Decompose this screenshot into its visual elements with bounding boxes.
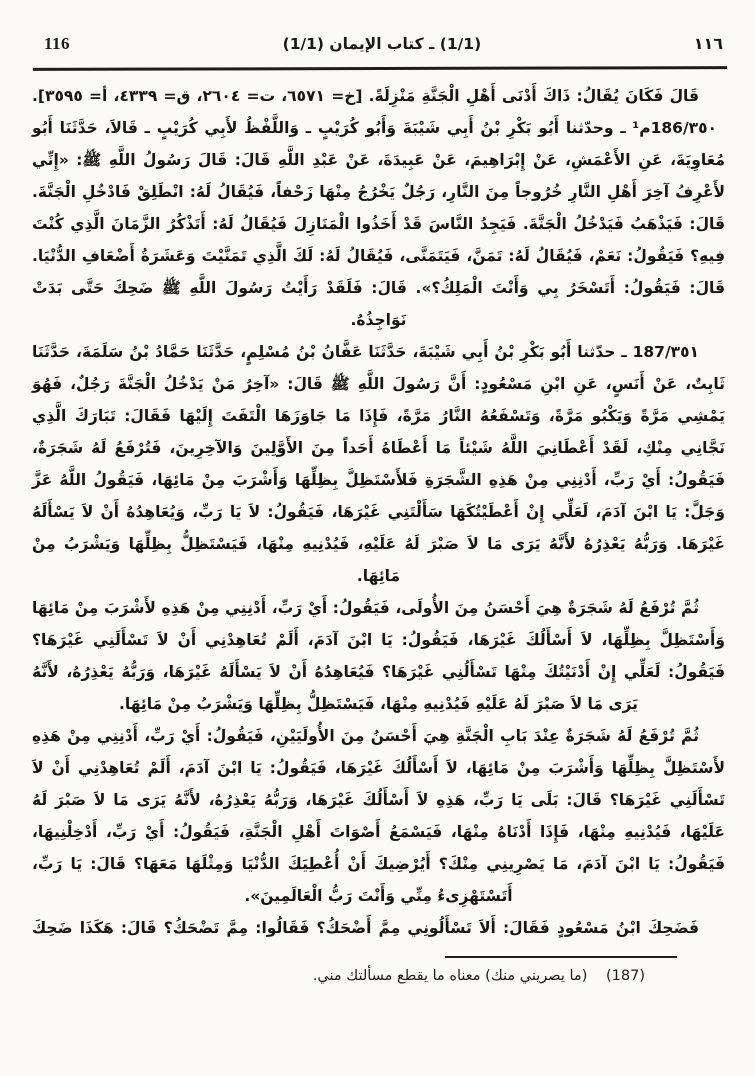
- page-number-arabic: ١١٦: [693, 34, 723, 53]
- hadith-351-paragraph: ٣٥١/187 ـ حدّثنا أَبُو بَكْرِ بْنُ أَبِي شَيْبَةَ، حَدَّثَنَا عَفَّانُ بْنُ مُسْلِمٍ، حَدَّثَنَا حَمَّادُ بْنُ سَلَمَةَ، حَدَّثَنَا ثَابِتٌ، عَنْ أَنَسٍ، عَنِ ابْنِ مَسْعُودٍ: أَنَّ رَسُولَ اللَّهِ ﷺ قَالَ: «آخِرُ مَنْ يَدْخُلُ الْجَنَّةَ رَجُلٌ، فَهُوَ يَمْشِي مَرَّةً وَيَكْبُو مَرَّةً، وَتَسْفَعُهُ النَّارُ مَرَّةً، فَإِذَا مَا جَاوَزَهَا الْتَفَتَ إِلَيْهَا فَقَالَ: تَبَارَكَ الَّذِي نَجَّانِي مِنْكِ، لَقَدْ أَعْطَانِيَ اللَّهُ شَيْئاً مَا أَعْطَاهُ أَحَداً مِنَ الأَوَّلِينَ وَالآخِرِينَ، فَتُرْفَعُ لَهُ شَجَرَةٌ، فَيَقُولُ: أَيْ رَبِّ، أَدْنِنِي مِنْ هَذِهِ الشَّجَرَةِ فَلأَسْتَظِلَّ بِظِلِّهَا وَأَشْرَبَ مِنْ مَائِهَا، فَيَقُولُ اللَّهُ عَزَّ وَجَلَّ: يَا ابْنَ آدَمَ، لَعَلِّي إِنْ أَعْطَيْتُكَهَا سَأَلْتَنِي غَيْرَهَا، فَيَقُولُ: لاَ يَا رَبِّ، وَيُعَاهِدُهُ أَنْ لاَ يَسْأَلَهُ غَيْرَهَا. وَرَبُّهُ يَعْذِرُهُ لأَنَّهُ يَرَى مَا لاَ صَبْرَ لَهُ عَلَيْهِ، فَيُدْنِيهِ مِنْهَا، فَيَسْتَظِلُّ بِظِلِّهَا وَيَشْرَبُ مِنْ مَائِهَا.: [32, 343, 725, 585]
- hadith-351-paragraph-2: ثُمَّ تُرْفَعُ لَهُ شَجَرَةٌ هِيَ أَحْسَنُ مِنَ الأُولَى، فَيَقُولُ: أَيْ رَبِّ، أَدْنِنِي مِنْ هَذِهِ لأَشْرَبَ مِنْ مَائِهَا وَأَسْتَظِلَّ بِظِلِّهَا، لاَ أَسْأَلُكَ غَيْرَهَا، فَيَقُولُ: يَا ابْنَ آدَمَ، أَلَمْ تُعَاهِدْنِي أَنْ لاَ تَسْأَلَنِي غَيْرَهَا؟ فَيَقُولُ: لَعَلِّي إِنْ أَدْنَيْتُكَ مِنْهَا تَسْأَلُنِي غَيْرَهَا؟ فَيُعَاهِدُهُ أَنْ لاَ يَسْأَلَهُ غَيْرَهَا، وَرَبُّهُ يَعْذِرُهُ، لأَنَّهُ يَرَى مَا لاَ صَبْرَ لَهُ عَلَيْهِ فَيُدْنِيهِ مِنْهَا، فَيَسْتَظِلُّ بِظِلِّهَا وَيَشْرَبُ مِنْ مَائِهَا.: [32, 599, 725, 713]
- page-header: [44, 34, 723, 54]
- hadith-351-paragraph-3: ثُمَّ تُرْفَعُ لَهُ شَجَرَةٌ عِنْدَ بَابِ الْجَنَّةِ هِيَ أَحْسَنُ مِنَ الأُولَيَيْنِ، فَيَقُولُ: أَيْ رَبِّ، أَدْنِنِي مِنْ هَذِهِ لأَسْتَظِلَّ بِظِلِّهَا وَأَشْرَبَ مِنْ مَائِهَا، لاَ أَسْأَلُكَ غَيْرَهَا، فَيَقُولُ: يَا ابْنَ آدَمَ، أَلَمْ تُعَاهِدْنِي أَنْ لاَ تَسْأَلَنِي غَيْرَهَا؟ قَالَ: بَلَى يَا رَبِّ، هَذِهِ لاَ أَسْأَلُكَ غَيْرَهَا، وَرَبُّهُ يَعْذِرُهُ، لأَنَّهُ يَرَى مَا لاَ صَبْرَ لَهُ عَلَيْهَا، فَيُدْنِيهِ مِنْهَا، فَإِذَا أَدْنَاهُ مِنْهَا، فَيَسْمَعُ أَصْوَاتَ أَهْلِ الْجَنَّةِ، فَيَقُولُ: أَيْ رَبِّ، أَدْخِلْنِيهَا، فَيَقُولُ: يَا ابْنَ آدَمَ، مَا يَصْرِينِي مِنْكَ؟ أَيُرْضِيكَ أَنْ أُعْطِيَكَ الدُّنْيَا وَمِثْلَهَا مَعَهَا؟ قَالَ: يَا رَبِّ، أَتَسْتَهْزِىءُ مِنِّي وَأَنْتَ رَبُّ الْعَالَمِينَ».: [32, 727, 725, 905]
- footnote-number: (187): [605, 968, 645, 984]
- body-text: [32, 80, 725, 944]
- hadith-350-paragraph: ٣٥٠/186م¹ ـ وحدّثنا أَبُو بَكْرِ بْنُ أَبِي شَيْبَةَ وَأَبُو كُرَيْبٍ ـ وَاللَّفْظُ لأَبِي كُرَيْبٍ ـ قَالاَ، حَدَّثَنَا أَبُو مُعَاوِيَةَ، عَنِ الأَعْمَشِ، عَنْ إِبْرَاهِيمَ، عَنْ عَبِيدَةَ، عَنْ عَبْدِ اللَّهِ قَالَ: قَالَ رَسُولُ اللَّهِ ﷺ: «إِنِّي لأَعْرِفُ آخِرَ أَهْلِ النَّارِ خُرُوجاً مِنَ النَّارِ، رَجُلٌ يَخْرُجُ مِنْهَا زَحْفاً، فَيُقَالُ لَهُ: انْطَلِقْ فَادْخُلِ الْجَنَّةَ. قَالَ: فَيَذْهَبُ فَيَدْخُلُ الْجَنَّةَ. فَيَجِدُ النَّاسَ قَدْ أَخَذُوا الْمَنَازِلَ فَيُقَالُ لَهُ: أَتَذْكُرُ الزَّمَانَ الَّذِي كُنْتَ فِيهِ؟ فَيَقُولُ: نَعَمْ، فَيُقَالُ لَهُ: تَمَنَّ، فَيَتَمَنَّى، فَيُقَالُ لَهُ: لَكَ الَّذِي تَمَنَّيْتَ وَعَشَرَةُ أَضْعَافِ الدُّنْيَا. قَالَ: فَيَقُولُ: أَتَسْخَرُ بِي وَأَنْتَ الْمَلِكُ؟». قَالَ: فَلَقَدْ رَأَيْتُ رَسُولَ اللَّهِ ﷺ ضَحِكَ حَتَّى بَدَتْ نَوَاجِذُهُ.: [32, 119, 725, 329]
- footnote-separator-rule: [445, 956, 677, 958]
- footnote: [313, 964, 645, 988]
- footnote-text: (ما يصريني منك) معناه ما يقطع مسألتك مني.: [312, 968, 588, 984]
- running-title: (1/1) ـ كتاب الإيمان (1/1): [282, 35, 482, 53]
- page-number-latin: 116: [44, 34, 71, 53]
- header-rule: [33, 66, 727, 71]
- paragraph-continuation: قَالَ فَكَانَ يُقَالُ: ذَاكَ أَدْنَى أَهْلِ الْجَنَّةِ مَنْزِلَةً. [خ= ٦٥٧١، ت= ٢٦٠٤، ق= ٤٣٣٩، أ= ٣٥٩٥].: [32, 87, 700, 105]
- hadith-351-closing-paragraph: فَضَحِكَ ابْنُ مَسْعُودٍ فَقَالَ: أَلاَ تَسْأَلُونِي مِمَّ أَضْحَكُ؟ فَقَالُوا: مِمَّ تَضْحَكُ؟ قَالَ: هَكَذَا ضَحِكَ: [32, 919, 699, 937]
